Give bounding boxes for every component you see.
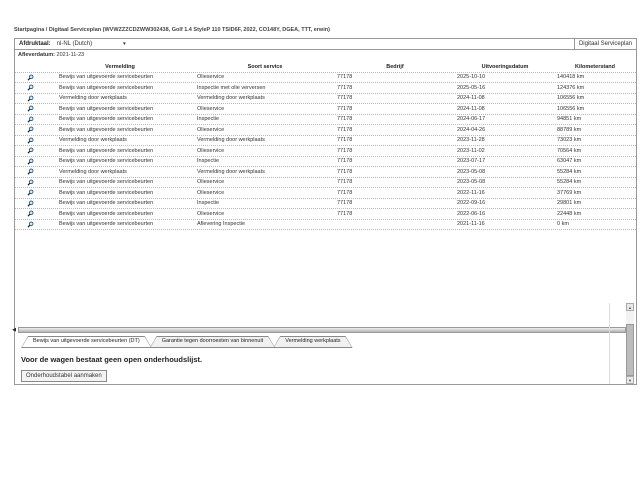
table-row [15, 136, 636, 147]
cell-soort-service: Olieservice [197, 126, 225, 133]
collapse-left-icon[interactable]: ◀ [12, 326, 16, 333]
cell-kilometerstand: 0 km [557, 221, 569, 228]
row-detail-cell [15, 147, 45, 154]
cell-soort-service: Inspectie [197, 116, 220, 123]
cell-uitvoeringsdatum: 2025-10-10 [457, 74, 486, 81]
cell-bedrijf: 77178 [337, 179, 353, 186]
magnifier-icon[interactable] [27, 74, 34, 81]
cell-bedrijf: 77178 [337, 189, 353, 196]
cell-soort-service: Olieservice [197, 147, 225, 154]
cell-bedrijf: 77178 [337, 105, 353, 112]
magnifier-icon[interactable] [27, 147, 34, 154]
table-row [15, 104, 636, 115]
header-kilometerstand: Kilometerstand [574, 63, 616, 70]
cell-uitvoeringsdatum: 2022-06-16 [457, 210, 486, 217]
cell-vermelding: Bewijs van uitgevoerde servicebeurten [59, 189, 154, 196]
cell-uitvoeringsdatum: 2024-11-08 [457, 95, 485, 102]
magnifier-icon[interactable] [27, 168, 34, 175]
tab-label: Bewijs van uitgevoerde servicebeurten (DT) [33, 338, 140, 344]
header-vermelding: Vermelding [105, 63, 135, 70]
header-bedrijf: Bedrijf [386, 63, 404, 70]
row-detail-cell [15, 74, 45, 81]
cell-uitvoeringsdatum: 2021-11-16 [457, 221, 485, 228]
cell-bedrijf: 77178 [337, 158, 353, 165]
table-row [15, 115, 636, 126]
tab-vermelding-werkplaats[interactable] [273, 336, 352, 348]
tab-label: Garantie tegen doorroesten van binnenuit [161, 338, 264, 344]
digital-serviceplan-button[interactable]: Digitaal Serviceplan [574, 38, 637, 50]
service-history-table [15, 62, 636, 230]
cell-kilometerstand: 106556 km [557, 95, 585, 102]
splitter-bar[interactable] [18, 327, 626, 333]
cell-vermelding: Vermelding door werkplaats [59, 95, 127, 102]
magnifier-icon[interactable] [27, 116, 34, 123]
scroll-up-icon[interactable]: ▲ [626, 303, 634, 311]
row-detail-cell [15, 210, 45, 217]
pane-splitter-row [12, 326, 626, 334]
cell-vermelding: Vermelding door werkplaats [59, 137, 127, 144]
cell-bedrijf: 77178 [337, 116, 353, 123]
cell-uitvoeringsdatum: 2024-04-26 [457, 126, 486, 133]
row-detail-cell [15, 137, 45, 144]
cell-kilometerstand: 63047 km [557, 158, 582, 165]
table-row [15, 220, 636, 231]
cell-soort-service: Olieservice [197, 74, 225, 81]
table-row [15, 167, 636, 178]
cell-kilometerstand: 124376 km [557, 84, 585, 91]
cell-uitvoeringsdatum: 2022-09-16 [457, 200, 486, 207]
cell-kilometerstand: 140418 km [557, 74, 585, 81]
cell-uitvoeringsdatum: 2023-05-08 [457, 168, 486, 175]
tab-strip [21, 336, 636, 348]
cell-vermelding: Bewijs van uitgevoerde servicebeurten [59, 105, 154, 112]
table-row [15, 157, 636, 168]
breadcrumb[interactable]: Startpagina / Digitaal Serviceplan (WVWZZZCDZWW302438, Golf 1.4 StyleP 110 TSID6F, 2022, CO148Y, DGEA, TTT, erwin) [14, 27, 330, 33]
cell-soort-service: Vermelding door werkplaats [197, 137, 265, 144]
table-row [15, 125, 636, 136]
cell-vermelding: Bewijs van uitgevoerde servicebeurten [59, 221, 154, 228]
print-language-label: Afdruktaal: [19, 41, 51, 47]
magnifier-icon[interactable] [27, 84, 34, 91]
cell-bedrijf: 77178 [337, 137, 353, 144]
row-detail-cell [15, 168, 45, 175]
table-row [15, 209, 636, 220]
empty-area [15, 230, 636, 326]
cell-vermelding: Bewijs van uitgevoerde servicebeurten [59, 158, 154, 165]
table-row [15, 94, 636, 105]
delivery-date-label: Afleverdatum: [18, 52, 55, 58]
lower-pane [12, 326, 636, 384]
cell-kilometerstand: 55284 km [557, 179, 582, 186]
cell-kilometerstand: 37769 km [557, 189, 582, 196]
header-uitvoeringsdatum: Uitvoeringsdatum [481, 63, 529, 70]
scroll-down-icon[interactable]: ▼ [626, 376, 634, 384]
magnifier-icon[interactable] [27, 210, 34, 217]
cell-bedrijf: 77178 [337, 126, 353, 133]
cell-soort-service: Inspectie met olie verversen [197, 84, 266, 91]
tab-garantie-doorroesten[interactable] [150, 336, 276, 348]
cell-kilometerstand: 94851 km [557, 116, 582, 123]
header-soort-service: Soort service [247, 63, 283, 70]
cell-soort-service: Vermelding door werkplaats [197, 95, 265, 102]
tab-bewijs-servicebeurten[interactable] [21, 336, 152, 348]
cell-kilometerstand: 29801 km [557, 200, 582, 207]
cell-bedrijf: 77178 [337, 147, 353, 154]
row-detail-cell [15, 95, 45, 102]
cell-soort-service: Olieservice [197, 105, 225, 112]
cell-bedrijf: 77178 [337, 95, 353, 102]
serviceplan-frame [14, 49, 637, 385]
magnifier-icon[interactable] [27, 200, 34, 207]
chevron-down-icon[interactable]: ▼ [122, 40, 127, 46]
cell-kilometerstand: 55284 km [557, 168, 582, 175]
magnifier-icon[interactable] [27, 95, 34, 102]
vertical-scrollbar[interactable] [626, 303, 634, 384]
cell-vermelding: Bewijs van uitgevoerde servicebeurten [59, 210, 154, 217]
cell-uitvoeringsdatum: 2022-11-16 [457, 189, 485, 196]
magnifier-icon[interactable] [27, 189, 34, 196]
cell-uitvoeringsdatum: 2024-06-17 [457, 116, 486, 123]
scrollbar-thumb[interactable] [626, 324, 634, 376]
create-maintenance-table-button[interactable]: Onderhoudstabel aanmaken [21, 370, 107, 382]
magnifier-icon[interactable] [27, 221, 34, 228]
row-detail-cell [15, 84, 45, 91]
pane-right-divider [609, 303, 610, 384]
cell-bedrijf: 77178 [337, 168, 353, 175]
cell-soort-service: Olieservice [197, 210, 225, 217]
cell-soort-service: Aflevering Inspectie [197, 221, 245, 228]
cell-vermelding: Bewijs van uitgevoerde servicebeurten [59, 126, 154, 133]
cell-vermelding: Vermelding door werkplaats [59, 168, 127, 175]
table-row [15, 146, 636, 157]
cell-kilometerstand: 88789 km [557, 126, 582, 133]
cell-kilometerstand: 22448 km [557, 210, 582, 217]
magnifier-icon[interactable] [27, 137, 34, 144]
magnifier-icon[interactable] [27, 158, 34, 165]
row-detail-cell [15, 221, 45, 228]
cell-uitvoeringsdatum: 2023-11-02 [457, 147, 485, 154]
cell-uitvoeringsdatum: 2023-05-08 [457, 179, 486, 186]
delivery-date-value: 2021-11-23 [56, 52, 85, 58]
cell-uitvoeringsdatum: 2023-07-17 [457, 158, 486, 165]
row-detail-cell [15, 158, 45, 165]
cell-kilometerstand: 73023 km [557, 137, 582, 144]
cell-bedrijf: 77178 [337, 74, 353, 81]
cell-bedrijf: 77178 [337, 84, 353, 91]
table-row [15, 188, 636, 199]
row-detail-cell [15, 189, 45, 196]
cell-vermelding: Bewijs van uitgevoerde servicebeurten [59, 200, 154, 207]
cell-soort-service: Olieservice [197, 179, 225, 186]
print-language-select[interactable]: nl-NL (Dutch) [56, 41, 93, 47]
cell-kilometerstand: 70564 km [557, 147, 582, 154]
no-open-maintenance-message: Voor de wagen bestaat geen open onderhoudslijst. [21, 355, 203, 364]
cell-kilometerstand: 106556 km [557, 105, 585, 112]
cell-vermelding: Bewijs van uitgevoerde servicebeurten [59, 179, 154, 186]
magnifier-icon[interactable] [27, 126, 34, 133]
cell-soort-service: Inspectie [197, 200, 220, 207]
cell-uitvoeringsdatum: 2025-05-16 [457, 84, 486, 91]
table-row [15, 73, 636, 84]
tab-label: Vermelding werkplaats [285, 338, 341, 344]
cell-soort-service: Olieservice [197, 189, 225, 196]
row-detail-cell [15, 179, 45, 186]
delivery-date [18, 52, 636, 58]
cell-uitvoeringsdatum: 2024-11-08 [457, 105, 485, 112]
row-detail-cell [15, 126, 45, 133]
cell-vermelding: Bewijs van uitgevoerde servicebeurten [59, 116, 154, 123]
table-header-row [15, 62, 636, 73]
cell-uitvoeringsdatum: 2023-11-28 [457, 137, 485, 144]
magnifier-icon[interactable] [27, 105, 34, 112]
cell-soort-service: Inspectie [197, 158, 220, 165]
table-row [15, 178, 636, 189]
magnifier-icon[interactable] [27, 179, 34, 186]
row-detail-cell [15, 116, 45, 123]
cell-vermelding: Bewijs van uitgevoerde servicebeurten [59, 147, 154, 154]
table-row [15, 199, 636, 210]
cell-soort-service: Vermelding door werkplaats [197, 168, 265, 175]
table-row [15, 83, 636, 94]
cell-vermelding: Bewijs van uitgevoerde servicebeurten [59, 74, 154, 81]
row-detail-cell [15, 200, 45, 207]
cell-bedrijf: 77178 [337, 210, 353, 217]
row-detail-cell [15, 105, 45, 112]
cell-bedrijf: 77178 [337, 200, 353, 207]
cell-vermelding: Bewijs van uitgevoerde servicebeurten [59, 84, 154, 91]
